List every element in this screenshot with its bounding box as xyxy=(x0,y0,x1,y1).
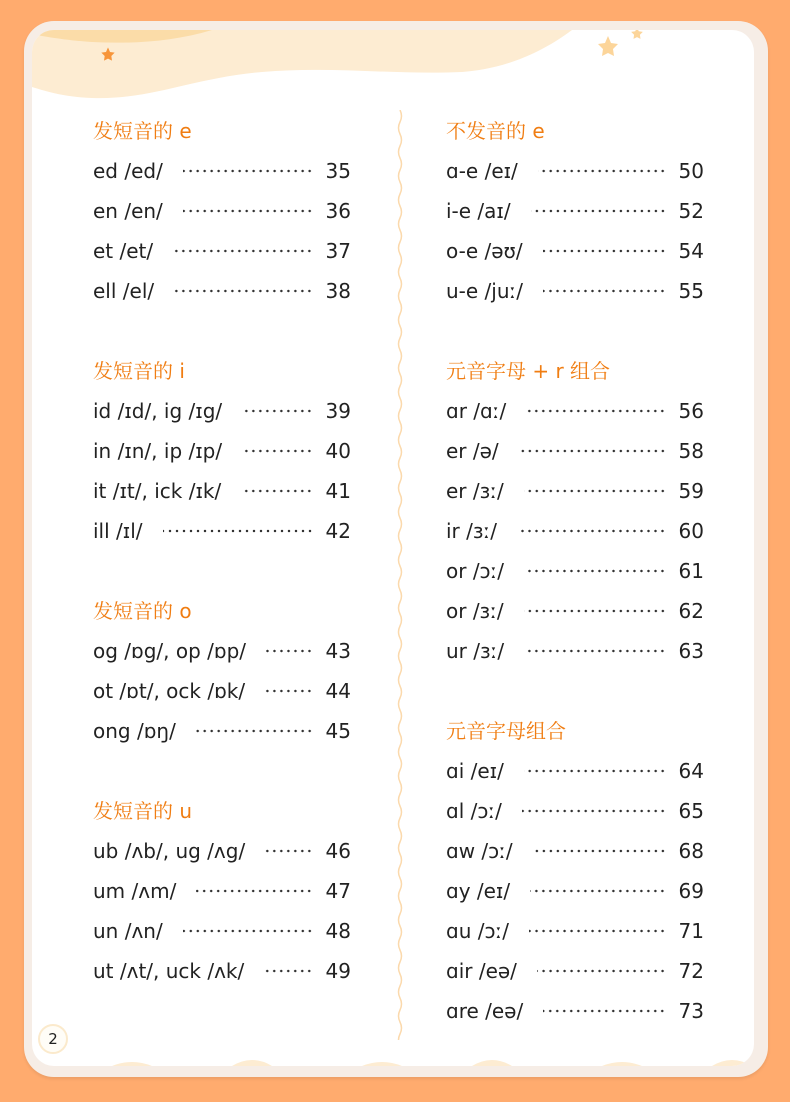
section-heading: 元音字母组合 xyxy=(446,719,566,743)
toc-entry[interactable] xyxy=(446,991,704,1031)
dot-leader xyxy=(526,409,666,413)
entry-page-number: 44 xyxy=(325,679,351,703)
entry-page-number: 72 xyxy=(678,959,704,983)
dot-leader xyxy=(531,209,666,213)
entry-page-number: 36 xyxy=(325,199,351,223)
entry-label: or /ɔː/ xyxy=(446,559,505,583)
entry-page-number: 58 xyxy=(678,439,704,463)
entry-label: ill /ɪl/ xyxy=(93,519,143,543)
entry-page-number: 47 xyxy=(325,879,351,903)
entry-label: ut /ʌt/, uck /ʌk/ xyxy=(93,959,245,983)
entry-page-number: 73 xyxy=(678,999,704,1023)
dot-leader xyxy=(183,929,313,933)
entry-label: ir /ɜː/ xyxy=(446,519,497,543)
section-heading: 发短音的 i xyxy=(93,359,185,383)
dot-leader xyxy=(543,249,666,253)
toc-section xyxy=(93,791,351,991)
dot-leader xyxy=(266,649,313,653)
dot-leader xyxy=(196,889,313,893)
toc-section xyxy=(446,351,704,671)
entry-label: ɑy /eɪ/ xyxy=(446,879,511,903)
entry-page-number: 60 xyxy=(678,519,704,543)
toc-section xyxy=(446,711,704,1031)
entry-page-number: 49 xyxy=(325,959,351,983)
toc-entry[interactable] xyxy=(93,951,351,991)
toc-section xyxy=(93,351,351,551)
entry-page-number: 61 xyxy=(678,559,704,583)
entry-page-number: 38 xyxy=(325,279,351,303)
toc-entry[interactable] xyxy=(93,391,351,431)
entry-page-number: 37 xyxy=(325,239,351,263)
toc-entry[interactable] xyxy=(446,271,704,311)
entry-page-number: 41 xyxy=(325,479,351,503)
toc-section xyxy=(93,591,351,751)
toc-entry[interactable] xyxy=(446,791,704,831)
entry-label: er /ə/ xyxy=(446,439,499,463)
toc-entry[interactable] xyxy=(446,471,704,511)
section-heading: 发短音的 o xyxy=(93,599,192,623)
dot-leader xyxy=(537,969,666,973)
page-content xyxy=(32,30,754,1066)
toc-entry[interactable] xyxy=(446,151,704,191)
entry-label: ub /ʌb/, ug /ʌg/ xyxy=(93,839,246,863)
toc-entry[interactable] xyxy=(446,391,704,431)
entry-label: i-e /aɪ/ xyxy=(446,199,511,223)
entry-page-number: 64 xyxy=(678,759,704,783)
toc-entry[interactable] xyxy=(93,231,351,271)
dot-leader xyxy=(242,449,313,453)
toc-entry[interactable] xyxy=(446,591,704,631)
dot-leader xyxy=(264,969,313,973)
entry-label: ɑu /ɔː/ xyxy=(446,919,509,943)
entry-page-number: 50 xyxy=(678,159,704,183)
entry-page-number: 63 xyxy=(678,639,704,663)
dot-leader xyxy=(183,169,313,173)
entry-label: ɑr /ɑː/ xyxy=(446,399,507,423)
entry-label: or /ɜː/ xyxy=(446,599,504,623)
entry-label: ɑre /eə/ xyxy=(446,999,524,1023)
dot-leader xyxy=(173,249,313,253)
entry-label: ur /ɜː/ xyxy=(446,639,505,663)
entry-page-number: 52 xyxy=(678,199,704,223)
entry-label: it /ɪt/, ick /ɪk/ xyxy=(93,479,222,503)
toc-entry[interactable] xyxy=(446,911,704,951)
entry-label: um /ʌm/ xyxy=(93,879,177,903)
toc-entry[interactable] xyxy=(446,511,704,551)
entry-page-number: 71 xyxy=(678,919,704,943)
entry-label: ed /ed/ xyxy=(93,159,163,183)
entry-label: ell /el/ xyxy=(93,279,155,303)
toc-entry[interactable] xyxy=(93,631,351,671)
toc-entry[interactable] xyxy=(93,711,351,751)
toc-entry[interactable] xyxy=(93,671,351,711)
toc-entry[interactable] xyxy=(93,271,351,311)
dot-leader xyxy=(242,409,313,413)
dot-leader xyxy=(524,609,666,613)
section-heading: 发短音的 u xyxy=(93,799,193,823)
dot-leader xyxy=(524,489,666,493)
entry-page-number: 43 xyxy=(325,639,351,663)
dot-leader xyxy=(241,489,313,493)
entry-page-number: 59 xyxy=(678,479,704,503)
toc-entry[interactable] xyxy=(446,631,704,671)
toc-entry[interactable] xyxy=(93,911,351,951)
entry-label: in /ɪn/, ip /ɪp/ xyxy=(93,439,223,463)
toc-entry[interactable] xyxy=(446,431,704,471)
toc-entry[interactable] xyxy=(93,871,351,911)
dot-leader xyxy=(524,569,666,573)
toc-entry[interactable] xyxy=(446,231,704,271)
toc-entry[interactable] xyxy=(446,191,704,231)
dot-leader xyxy=(183,209,313,213)
dot-leader xyxy=(524,649,666,653)
column-divider xyxy=(396,110,404,1040)
entry-page-number: 35 xyxy=(325,159,351,183)
toc-entry[interactable] xyxy=(93,471,351,511)
entry-label: ot /ɒt/, ock /ɒk/ xyxy=(93,679,246,703)
bottom-wave-decoration xyxy=(32,1054,754,1066)
entry-label: ɑi /eɪ/ xyxy=(446,759,504,783)
entry-page-number: 54 xyxy=(678,239,704,263)
dot-leader xyxy=(196,729,313,733)
entry-page-number: 55 xyxy=(678,279,704,303)
dot-leader xyxy=(530,889,666,893)
entry-label: ɑ-e /eɪ/ xyxy=(446,159,518,183)
dot-leader xyxy=(522,809,666,813)
toc-entry[interactable] xyxy=(93,151,351,191)
dot-leader xyxy=(543,289,666,293)
entry-label: ɑw /ɔː/ xyxy=(446,839,513,863)
entry-page-number: 56 xyxy=(678,399,704,423)
star-icon xyxy=(596,34,620,58)
section-heading: 发短音的 e xyxy=(93,119,192,143)
star-icon xyxy=(100,46,116,62)
entry-page-number: 68 xyxy=(678,839,704,863)
entry-page-number: 46 xyxy=(325,839,351,863)
entry-page-number: 39 xyxy=(325,399,351,423)
entry-page-number: 45 xyxy=(325,719,351,743)
page-number: 2 xyxy=(38,1024,68,1054)
top-wave-decoration xyxy=(32,30,754,120)
page-card xyxy=(24,21,768,1077)
dot-leader xyxy=(174,289,313,293)
entry-label: o-e /əʊ/ xyxy=(446,239,523,263)
entry-page-number: 69 xyxy=(678,879,704,903)
toc-entry[interactable] xyxy=(446,751,704,791)
toc-section xyxy=(93,111,351,311)
entry-label: id /ɪd/, ig /ɪg/ xyxy=(93,399,223,423)
dot-leader xyxy=(265,689,313,693)
entry-label: ɑir /eə/ xyxy=(446,959,517,983)
entry-page-number: 62 xyxy=(678,599,704,623)
entry-page-number: 65 xyxy=(678,799,704,823)
toc-entry[interactable] xyxy=(446,551,704,591)
entry-page-number: 42 xyxy=(325,519,351,543)
toc-entry[interactable] xyxy=(446,951,704,991)
dot-leader xyxy=(533,849,666,853)
section-heading: 元音字母 + r 组合 xyxy=(446,359,611,383)
toc-entry[interactable] xyxy=(93,831,351,871)
toc-entry[interactable] xyxy=(93,431,351,471)
star-icon xyxy=(630,30,644,40)
dot-leader xyxy=(543,1009,666,1013)
dot-leader xyxy=(538,169,666,173)
dot-leader xyxy=(517,529,666,533)
entry-page-number: 40 xyxy=(325,439,351,463)
section-heading: 不发音的 e xyxy=(446,119,545,143)
entry-label: ong /ɒŋ/ xyxy=(93,719,176,743)
entry-label: et /et/ xyxy=(93,239,154,263)
toc-entry[interactable] xyxy=(446,831,704,871)
dot-leader xyxy=(265,849,313,853)
entry-page-number: 48 xyxy=(325,919,351,943)
toc-section xyxy=(446,111,704,311)
toc-entry[interactable] xyxy=(446,871,704,911)
toc-entry[interactable] xyxy=(93,511,351,551)
dot-leader xyxy=(529,929,666,933)
dot-leader xyxy=(163,529,314,533)
entry-label: en /en/ xyxy=(93,199,163,223)
dot-leader xyxy=(524,769,666,773)
entry-label: og /ɒg/, op /ɒp/ xyxy=(93,639,247,663)
entry-label: er /ɜː/ xyxy=(446,479,504,503)
entry-label: ɑl /ɔː/ xyxy=(446,799,502,823)
toc-entry[interactable] xyxy=(93,191,351,231)
entry-label: un /ʌn/ xyxy=(93,919,163,943)
entry-label: u-e /juː/ xyxy=(446,279,524,303)
dot-leader xyxy=(519,449,666,453)
